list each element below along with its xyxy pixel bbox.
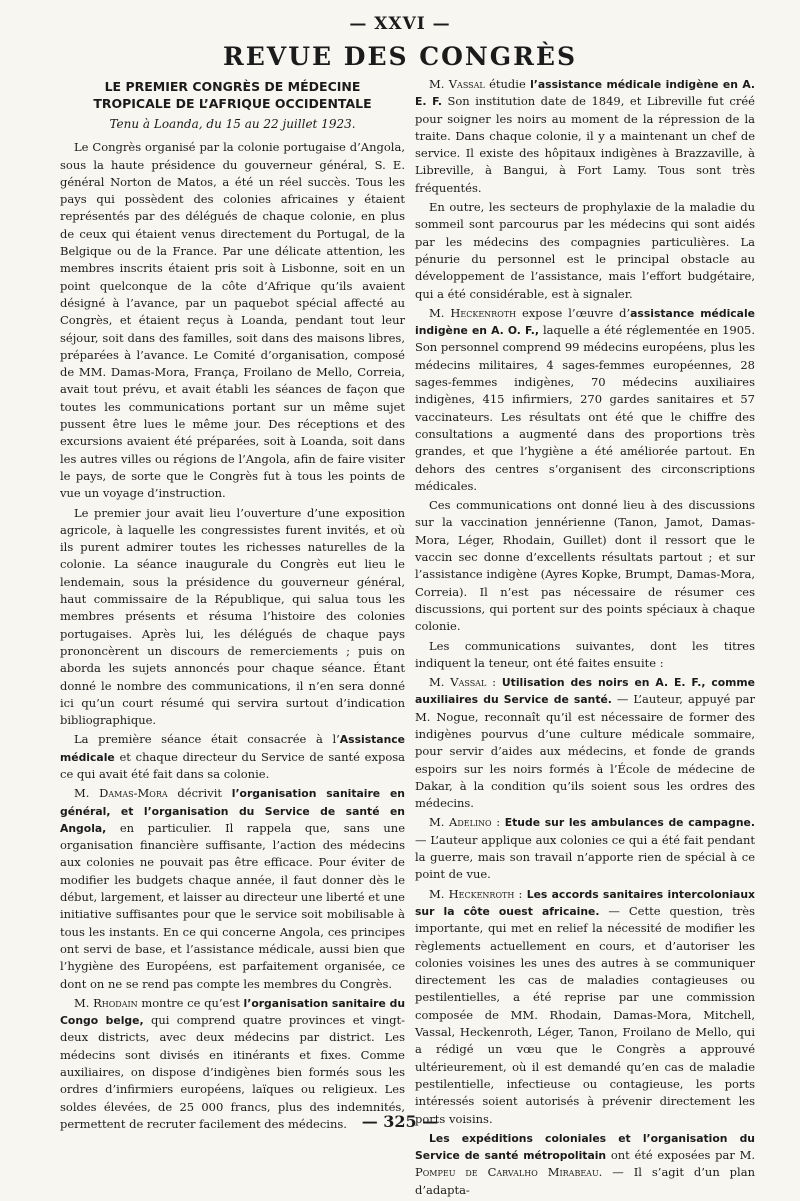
paragraph: Le Congrès organisé par la colonie portugaise d’Angola, sous la haute présidence du gouverneur général, S. E. général Norton de Matos, a été un réel succès. Tous les pays qui possèdent des colonies africaines y étaient représentés par des délégués de chaque colonie, en plus de ceux qui étaient venus directement du Portugal, de la Belgique ou de la France. Par une délicate attention, les membres inscrits étaient pris soit à Lisbonne, soit en un point quelconque de la côte d’Afrique qu’ils avaient désigné à l’avance, par un paquebot spécial affecté au Congrès, et étaient reçus à Loanda, pendant tout leur séjour, soit dans des familles, soit dans des maisons libres, préparées à l’avance. Le Comité d’organisation, composé de MM. Damas-Mora, França, Froilano de Mello, Correia, avait tout prévu, et avait établi les séances de façon que toutes les communications portant sur un même sujet pussent être lues le même jour. Des réceptions et des excursions avaient été préparées, soit à Loanda, soit dans les autres villes ou régions de l’Angola, afin de faire visiter le pays, de sorte que le Congrès fut à tous les points de vue un voyage d’instruction. xyxy=(60,140,405,501)
text-run: — L’auteur applique aux colonies ce qui a été fait pendant la guerre, mais son travail n’apporte rien de spécial à ce point de vue. xyxy=(415,832,755,882)
text-run: — Il s’agit d’un plan d’adapta- xyxy=(415,1165,755,1197)
article-title-line2: TROPICALE DE L’AFRIQUE OCCIDENTALE xyxy=(93,96,372,111)
paragraph xyxy=(60,731,405,783)
text-run: décrivit xyxy=(167,786,232,801)
paragraph xyxy=(415,886,755,1128)
author-name: M. Rhodain xyxy=(74,995,138,1010)
author-name: M. Damas-Mora xyxy=(74,786,168,801)
right-column xyxy=(415,76,755,1201)
author-name: M. Vassal : xyxy=(429,675,496,690)
author-name: M. Pompeu de Carvalho Mirabeau. xyxy=(415,1148,755,1180)
paragraph: Les communications suivantes, dont les titres indiquent la teneur, ont été faites ensuite : xyxy=(415,638,755,670)
paragraph: Ces communications ont donné lieu à des discussions sur la vaccination jennérienne (Tanon, Jamot, Damas-Mora, Léger, Rhodain, Guillet) dont il ressort que le vaccin sec donne d’excellents résultats partout ; et sur l’assistance indigène (Ayres Kopke, Brumpt, Damas-Mora, Correia). Il n’est pas nécessaire de résumer ces discussions, qui portent sur des points spéciaux à chaque colonie. xyxy=(415,498,755,634)
section-numeral: — XXVI — xyxy=(349,14,451,34)
highlight: l’organisation sanitaire en général, et l’organisation du Service de santé en Angola, xyxy=(60,787,405,835)
highlight: Assistance médicale xyxy=(60,733,405,764)
paragraph xyxy=(415,674,755,812)
author-name: M. Heckenroth xyxy=(429,305,517,320)
text-run: — L’auteur, appuyé par M. Nogue, reconnaît qu’il est nécessaire de former des indigènes pourvus d’une culture médicale sommaire, pour servir d’aides aux médecins, et fonde de grands espoirs sur les noirs formés à l’École de médecine de Dakar, à la condition qu’ils soient sous les ordres des médecins. xyxy=(415,692,755,811)
text-run: ont été exposées par xyxy=(606,1148,740,1163)
text-run: montre ce qu’est xyxy=(137,995,244,1010)
article-title-line1: LE PREMIER CONGRÈS DE MÉDECINE xyxy=(104,79,361,94)
text-run: en particulier. Il rappela que, sans une organisation financière suffisante, l’action des médecins aux colonies ne pouvait pas être efficace. Pour éviter de modifier les budgets chaque année, il faut donner dès le début, largement, et laisser au directeur une liberté et une initiative suffisantes pour que le service soit mobilisable à tous les instants. En ce qui concerne Angola, ces principes ont servi de base, et l’assistance médicale, aussi bien que l’hygiène des Européens, est parfaitement organisée, ce dont on ne se rend pas compte les membres du Congrès. xyxy=(60,820,405,991)
paragraph xyxy=(415,814,755,883)
article-title xyxy=(60,78,405,112)
paragraph xyxy=(415,1130,755,1199)
text-run: expose l’œuvre d’ xyxy=(516,305,631,320)
page-number: — 325 — xyxy=(361,1112,439,1131)
paragraph: Le premier jour avait lieu l’ouverture d’une exposition agricole, à laquelle les congressistes furent invités, et où ils purent admirer toutes les richesses naturelles de la colonie. La séance inaugurale du Congrès eut lieu le lendemain, sous la présidence du gouverneur général, haut commissaire de la République, qui salua tous les membres présents et résuma l’histoire des colonies portugaises. Après lui, les délégués de chaque pays prononcèrent un discours de remerciements ; puis on aborda les sujets annoncés pour chaque séance. Étant donné le nombre des communications, il n’en sera donné ici qu’un court résumé qui servira surtout d’indication bibliographique. xyxy=(60,505,405,728)
highlight: Utilisation des noirs en A. E. F., comme auxiliaires du Service de santé. xyxy=(415,676,755,707)
text-run: étudie xyxy=(484,77,531,91)
highlight: Etude sur les ambulances de campagne. xyxy=(500,816,755,830)
paragraph xyxy=(60,785,405,993)
text-run: Son institution date de 1849, et Libreville fut créé pour soigner les noirs au moment de la répression de la traite. Dans chaque colonie, il y a maintenant un chef de service. Il existe des hôpitaux indigènes à Brazzaville, à Libreville, à Bangui, à Fort Lamy. Tous sont très fréquentés. xyxy=(415,94,755,195)
author-name: M. Heckenroth : xyxy=(429,886,523,901)
highlight: l’assistance médicale indigène en A. E. F. xyxy=(415,78,755,109)
author-name: M. Adelino : xyxy=(429,815,501,830)
text-run: La première séance était consacrée à l’ xyxy=(74,732,340,747)
highlight: l’organisation sanitaire du Congo belge, xyxy=(60,996,406,1028)
text-run: qui comprend quatre provinces et vingt-deux districts, avec deux médecins par district. Les médecins sont divisés en itinérants et fixes. Comme auxiliaires, on dispose d’indigènes bien formés sous les ordres d’infirmiers européens, laïques ou religieux. Les soldes élevées, de 25 000 francs, plus des indemnités, permettent de recruter facilement des médecins. xyxy=(60,1013,405,1131)
highlight: Les expéditions coloniales et l’organisation du Service de santé métropolitain xyxy=(415,1131,755,1163)
highlight: assistance médicale indigène en A. O. F., xyxy=(415,306,755,338)
article-subtitle: Tenu à Loanda, du 15 au 22 juillet 1923. xyxy=(109,117,356,131)
journal-title: REVUE DES CONGRÈS xyxy=(222,42,578,71)
text-run: — Cette question, très importante, qui met en relief la nécessité de modifier les règlements actuellement en cours, et d’autoriser les colonies voisines les unes des autres à se communiquer directement les cas de maladies contagieuses ou pestilentielles, a été reprise par une commission composée de MM. Rhodain, Damas-Mora, Mitchell, Vassal, Heckenroth, Léger, Tanon, Froilano de Mello, qui a rédigé un vœu que le Congrès a approuvé ultérieurement, où il est demandé qu’en cas de maladie pestilentielle, infectieuse ou contagieuse, les ports intéressés soient autorisés à prévenir directement les ports voisins. xyxy=(415,903,755,1126)
highlight: Les accords sanitaires intercoloniaux sur la côte ouest africaine. xyxy=(415,887,755,918)
paragraph: En outre, les secteurs de prophylaxie de la maladie du sommeil sont parcourus par les médecins qui sont aidés par les médecins des compagnies particulières. La pénurie du personnel est le principal obstacle au développement de l’assistance, mais l’effort budgétaire, qui a été considérable, est à signaler. xyxy=(415,200,755,301)
paragraph xyxy=(415,76,755,197)
left-column xyxy=(60,76,405,1135)
author-name: M. Vassal xyxy=(429,77,485,91)
text-run: et chaque directeur du Service de santé exposa ce qui avait été fait dans sa colonie. xyxy=(60,749,405,781)
paragraph xyxy=(415,305,755,495)
text-run: laquelle a été réglementée en 1905. Son personnel comprend 99 médecins européens, plus les médecins militaires, 4 sages-femmes européennes, 28 sages-femmes indigènes, 70 médecins auxiliaires indigènes, 415 infirmiers, 270 gardes sanitaires et 57 vaccinateurs. Les résultats ont été que le chiffre des consultations a augmenté dans des proportions très grandes, et que l’hygiène a été améliorée partout. En dehors des centres s’organisent des circonscriptions médicales. xyxy=(415,323,755,493)
